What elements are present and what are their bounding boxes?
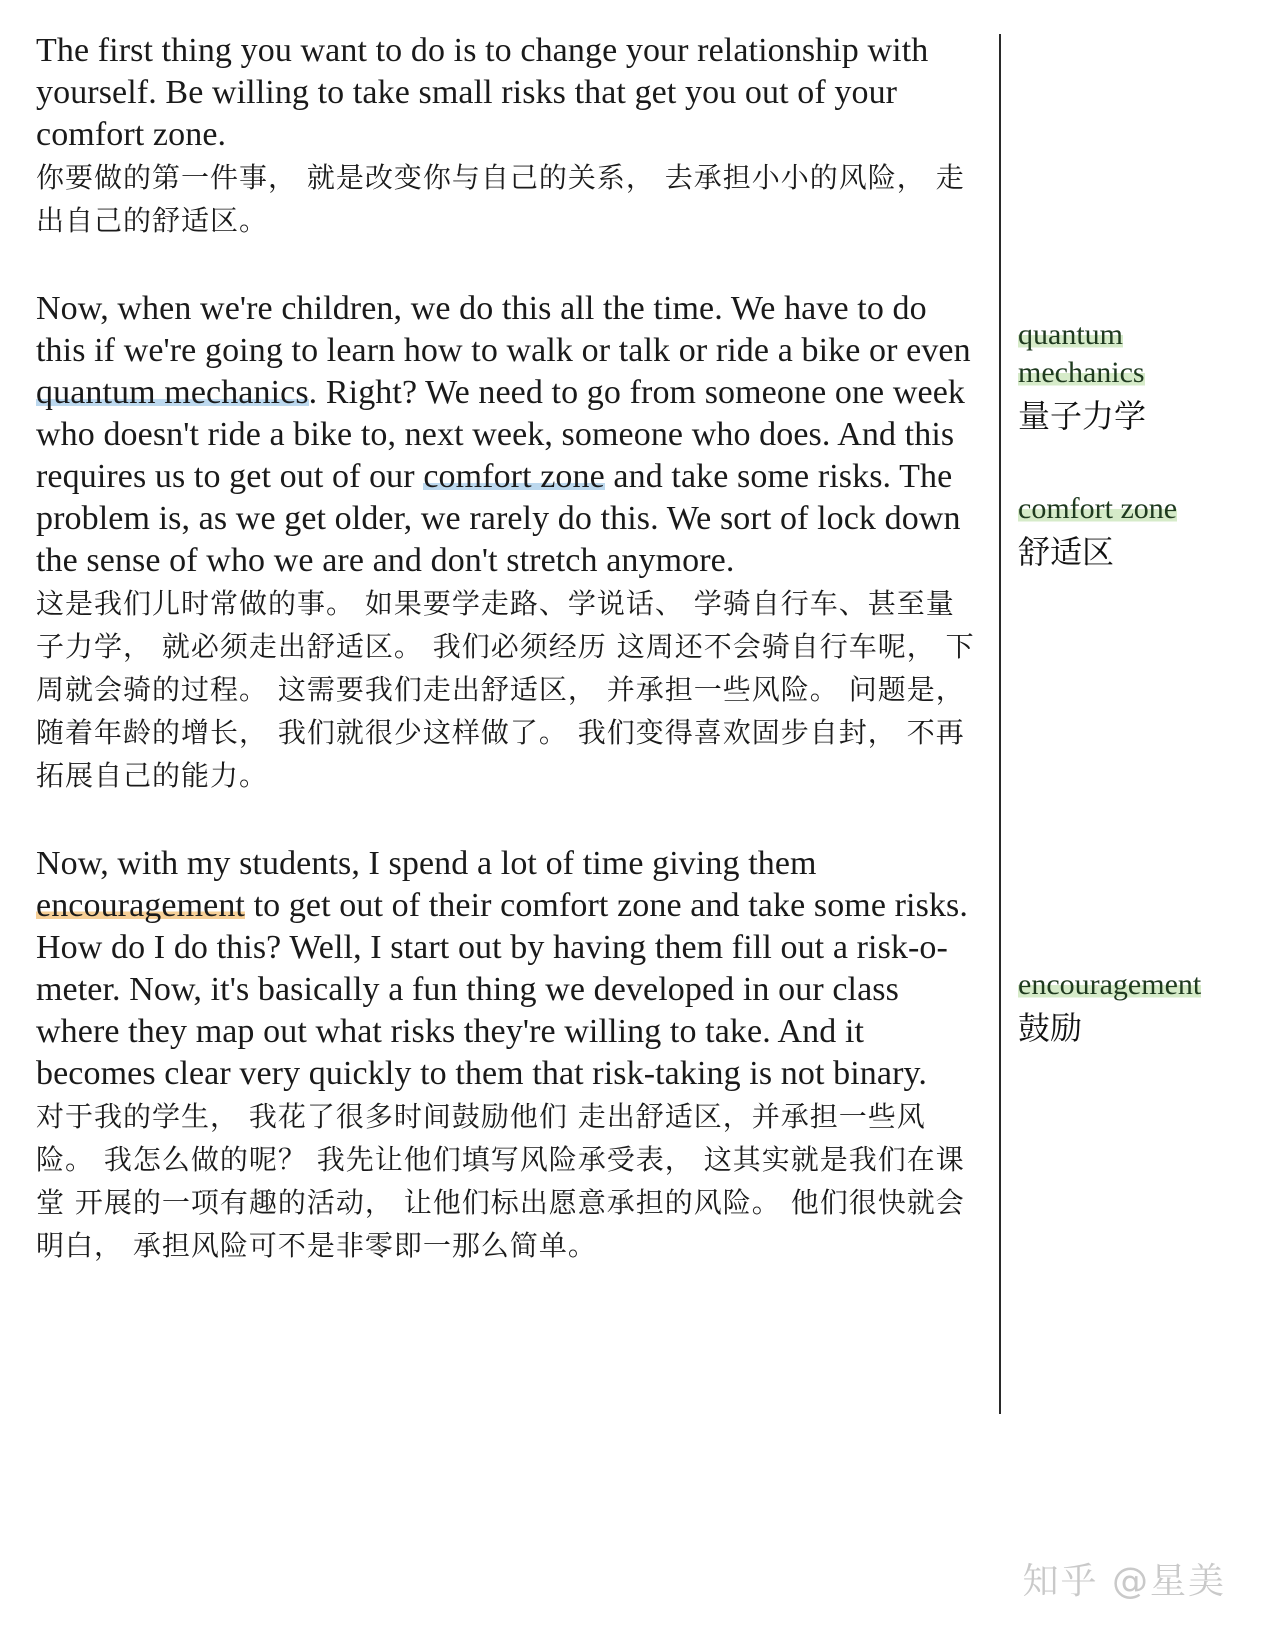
paragraph-2: [36, 288, 976, 797]
highlighted-term-quantum-mechanics[interactable]: quantum mechanics: [36, 374, 309, 411]
text-segment: and take some risks. The problem is, as we get older, we rarely do this. We sort of lock down the sense of who we are and don't stretch anymore.: [36, 458, 961, 579]
paragraph-3: [36, 843, 976, 1267]
glossary-entry-quantum-mechanics: [1018, 316, 1254, 438]
text-segment: Now, with my students, I spend a lot of time giving them: [36, 845, 817, 882]
watermark: 知乎 @星美: [1022, 1561, 1226, 1602]
text-segment: to get out of their comfort zone and take some risks. How do I do this? Well, I start out by having them fill out a risk-o-meter. Now, it's basically a fun thing we developed in our class where they map out what risks they're willing to take. And it becomes clear very quickly to them that risk-taking is not binary.: [36, 887, 968, 1092]
english-text: [36, 843, 976, 1095]
english-text: The first thing you want to do is to change your relationship with yourself. Be willing to take small risks that get you out of your comfort zone.: [36, 32, 929, 153]
column-divider: [999, 34, 1001, 1414]
glossary-entry-comfort-zone: [1018, 490, 1254, 574]
transcript-column: [36, 30, 976, 1313]
glossary-meaning: 量子力学: [1018, 397, 1147, 435]
paragraph-1: [36, 30, 976, 242]
chinese-translation: 你要做的第一件事， 就是改变你与自己的关系， 去承担小小的风险， 走出自己的舒适区。: [36, 161, 965, 237]
chinese-translation: 这是我们儿时常做的事。 如果要学走路、学说话、 学骑自行车、甚至量子力学， 就必须走出舒适区。 我们必须经历 这周还不会骑自行车呢， 下周就会骑的过程。 这需要我们走出舒适区， 并承担一些风险。 问题是，随着年龄的增长， 我们就很少这样做了。 我们变得喜欢固步自封， 不再拓展自己的能力。: [36, 587, 975, 792]
glossary-meaning: 鼓励: [1018, 1009, 1083, 1047]
highlighted-term-encouragement[interactable]: encouragement: [36, 887, 245, 924]
glossary-term: comfort zone: [1018, 492, 1178, 525]
glossary-term: encouragement: [1018, 968, 1202, 1001]
glossary-term: quantum mechanics: [1018, 318, 1145, 389]
highlighted-term-comfort-zone[interactable]: comfort zone: [423, 458, 605, 495]
english-text: [36, 288, 976, 582]
text-segment: Now, when we're children, we do this all the time. We have to do this if we're going to learn how to walk or talk or ride a bike or even: [36, 290, 971, 369]
glossary-meaning: 舒适区: [1018, 533, 1115, 571]
chinese-translation: 对于我的学生， 我花了很多时间鼓励他们 走出舒适区，并承担一些风险。 我怎么做的呢？ 我先让他们填写风险承受表， 这其实就是我们在课堂 开展的一项有趣的活动， 让他们标出愿意承担的风险。 他们很快就会明白， 承担风险可不是非零即一那么简单。: [36, 1100, 965, 1262]
text-segment: . Right? We need to go from someone one week who doesn't ride a bike to, next week, someone who does. And this requires us to get out of our: [36, 374, 965, 495]
glossary-entry-encouragement: [1018, 966, 1254, 1050]
